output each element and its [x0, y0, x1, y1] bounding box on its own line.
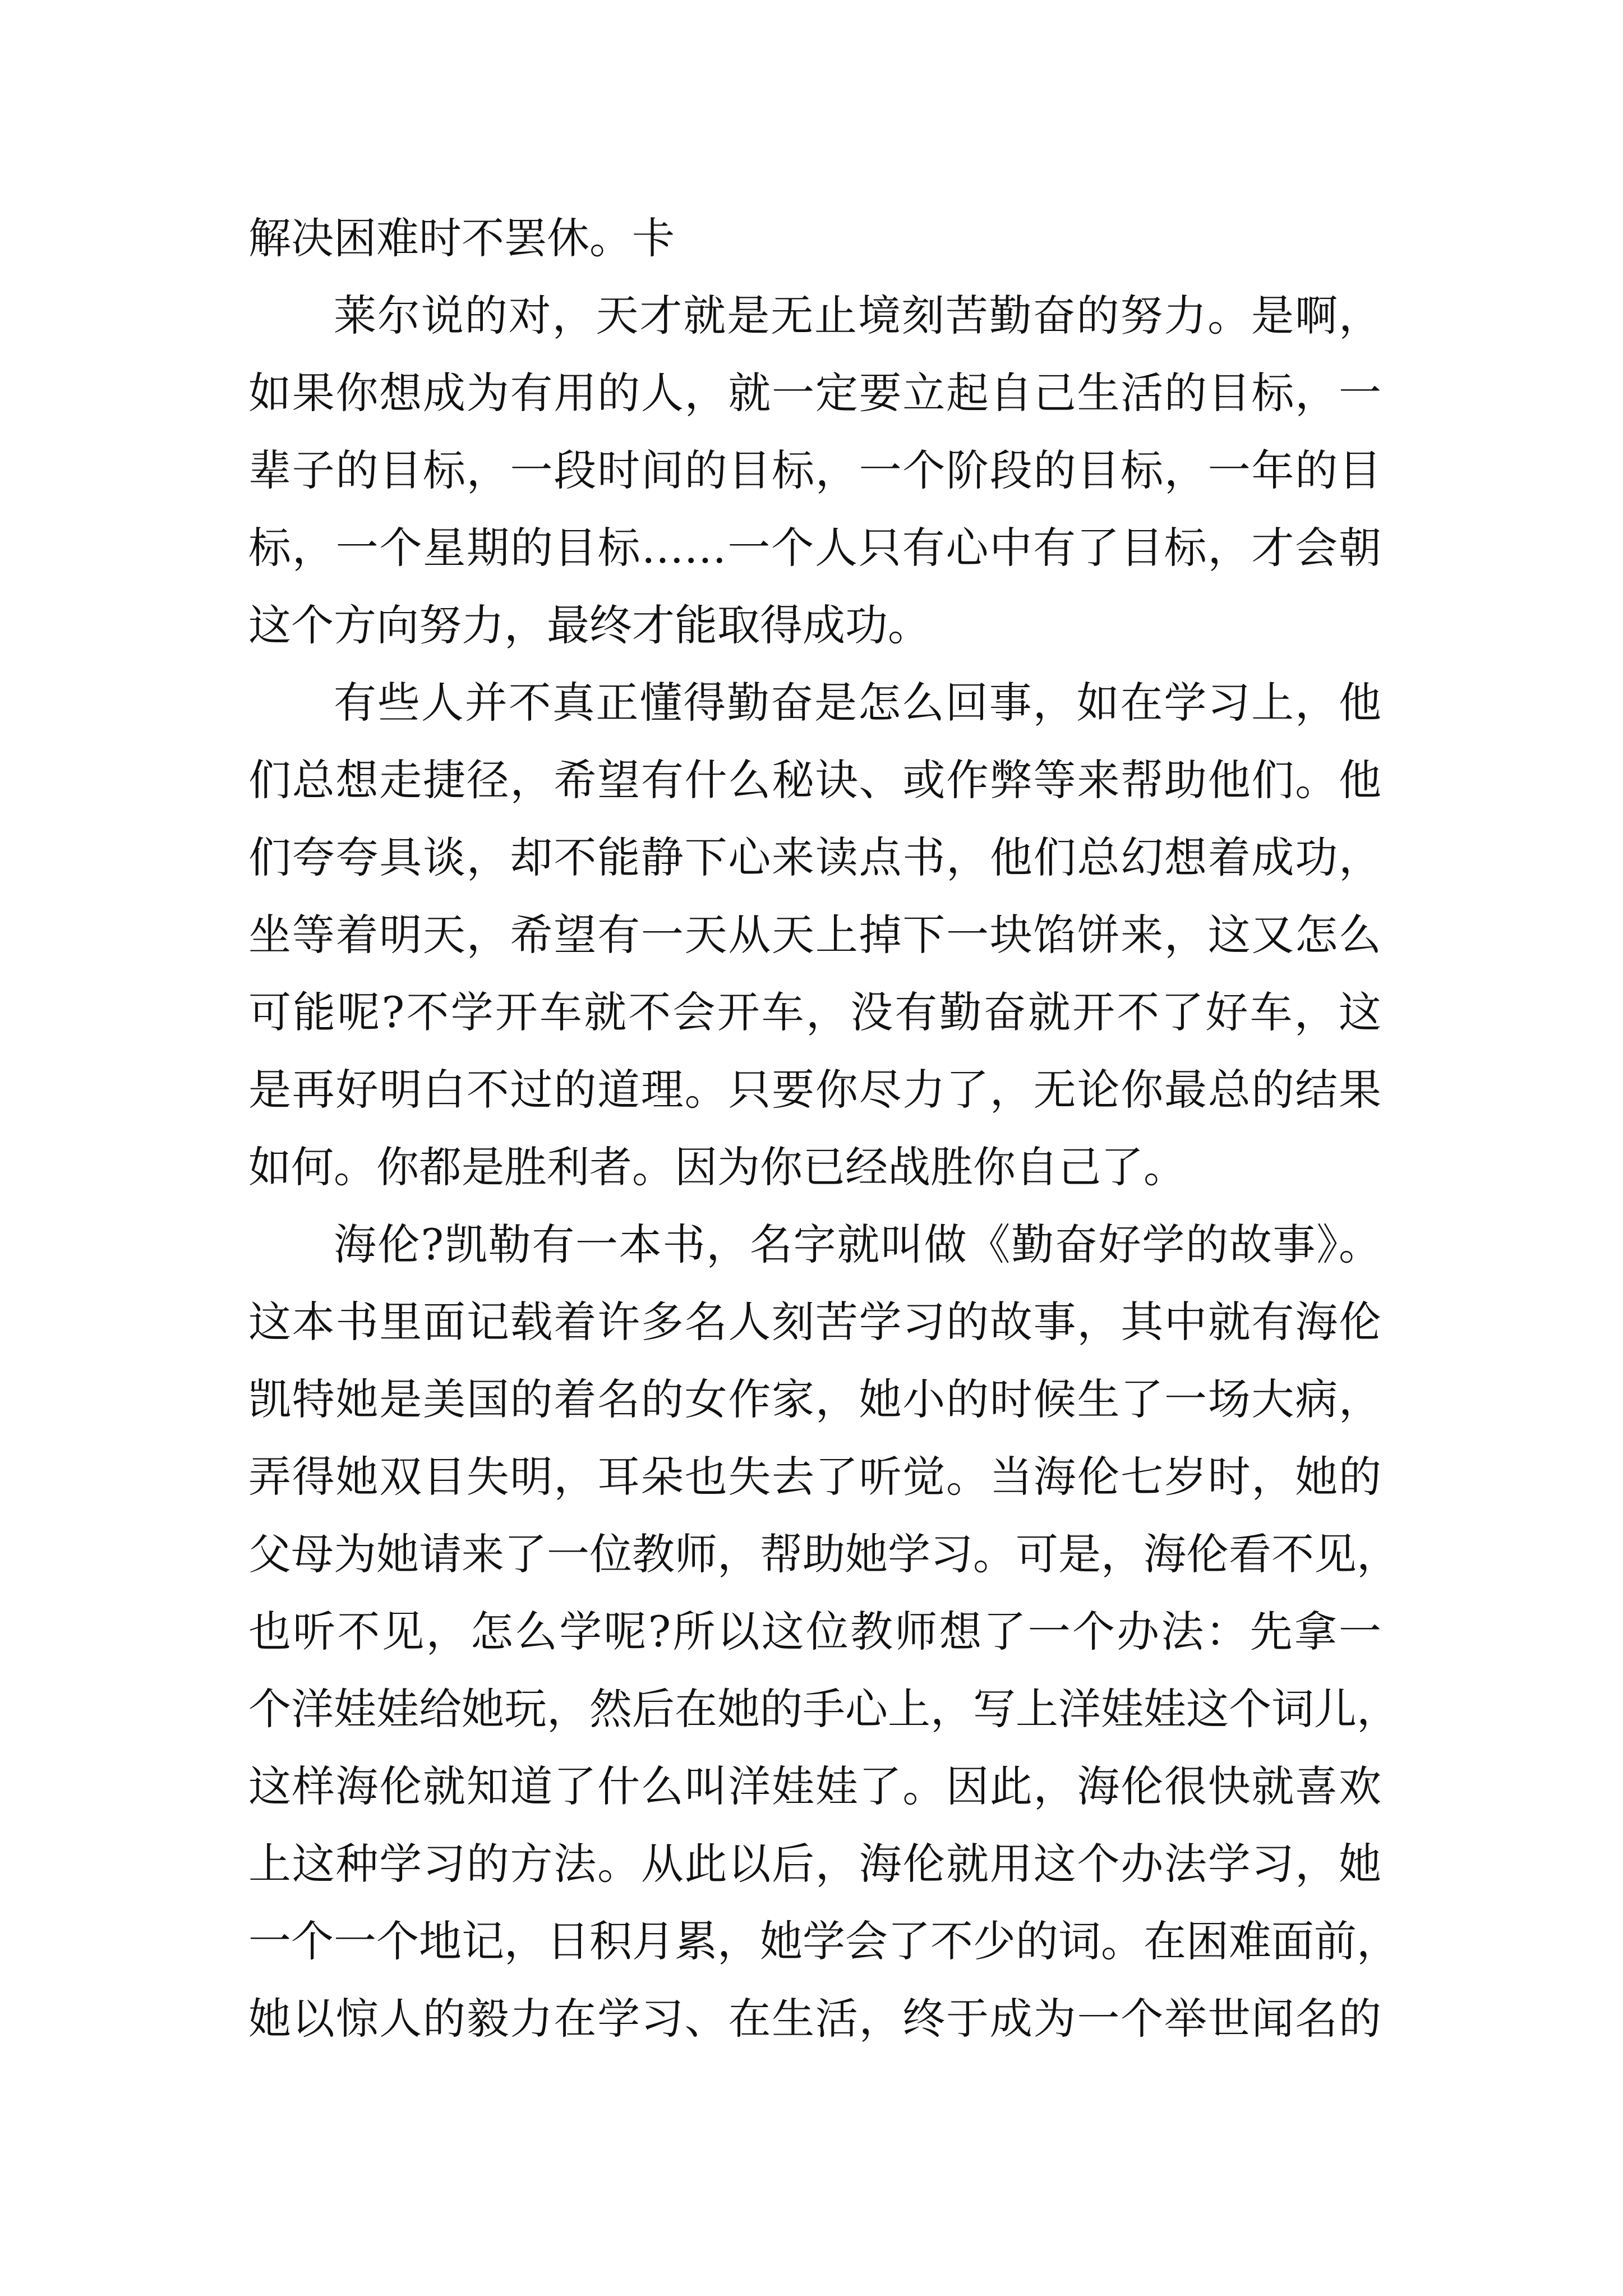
- text-line: 解决困难时不罢休。卡: [248, 213, 675, 263]
- text-line: 们总想走捷径，希望有什么秘诀、或作弊等来帮助他们。他: [248, 755, 1381, 805]
- text-line: 如果你想成为有用的人，就一定要立起自己生活的目标，一: [248, 368, 1381, 418]
- text-line: 海伦?凯勒有一本书，名字就叫做《勤奋好学的故事》。: [334, 1220, 1381, 1269]
- text-line: 上这种学习的方法。从此以后，海伦就用这个办法学习，她: [248, 1839, 1381, 1889]
- text-line: 一个一个地记，日积月累，她学会了不少的词。在困难面前，: [248, 1916, 1399, 1966]
- text-line: 这本书里面记载着许多名人刻苦学习的故事，其中就有海伦: [248, 1297, 1381, 1347]
- text-line: 弄得她双目失明，耳朵也失去了听觉。当海伦七岁时，她的: [248, 1452, 1381, 1502]
- text-line: 是再好明白不过的道理。只要你尽力了，无论你最总的结果: [248, 1065, 1381, 1115]
- text-line: 莱尔说的对，天才就是无止境刻苦勤奋的努力。是啊，: [334, 291, 1381, 341]
- text-line: 坐等着明天，希望有一天从天上掉下一块馅饼来，这又怎么: [248, 910, 1381, 960]
- text-line: 也听不见，怎么学呢?所以这位教师想了一个办法：先拿一: [248, 1607, 1381, 1657]
- text-line: 她以惊人的毅力在学习、在生活，终于成为一个举世闻名的: [248, 1994, 1381, 2044]
- text-line: 这个方向努力，最终才能取得成功。: [248, 600, 930, 650]
- text-line: 有些人并不真正懂得勤奋是怎么回事，如在学习上，他: [334, 678, 1381, 728]
- text-line: 这样海伦就知道了什么叫洋娃娃了。因此，海伦很快就喜欢: [248, 1761, 1381, 1811]
- text-line: 如何。你都是胜利者。因为你已经战胜你自己了。: [248, 1142, 1186, 1192]
- text-line: 标，一个星期的目标……一个人只有心中有了目标，才会朝: [248, 523, 1381, 573]
- text-line: 辈子的目标，一段时间的目标，一个阶段的目标，一年的目: [248, 445, 1381, 495]
- text-line: 凯特她是美国的着名的女作家，她小的时候生了一场大病，: [248, 1374, 1381, 1424]
- text-line: 个洋娃娃给她玩，然后在她的手心上，写上洋娃娃这个词儿，: [248, 1684, 1399, 1734]
- text-line: 可能呢?不学开车就不会开车，没有勤奋就开不了好车，这: [248, 987, 1381, 1037]
- text-line: 们夸夸具谈，却不能静下心来读点书，他们总幻想着成功，: [248, 832, 1381, 882]
- text-line: 父母为她请来了一位教师，帮助她学习。可是，海伦看不见，: [248, 1529, 1399, 1579]
